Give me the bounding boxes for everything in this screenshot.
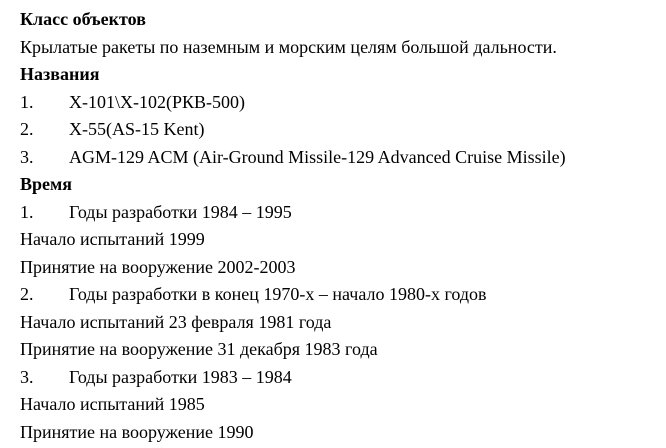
time-entry-development <box>0 281 666 309</box>
heading-object-class: Класс объектов <box>20 9 146 29</box>
list-item-number: 2. <box>20 119 34 139</box>
adoption-date: Принятие на вооружение 1990 <box>20 421 254 442</box>
list-item-number: 3. <box>20 366 34 387</box>
list-item-text: Х-55(AS-15 Kent) <box>69 119 205 139</box>
development-years: Годы разработки в конец 1970-х – начало 1980-х годов <box>69 284 487 304</box>
heading-time: Время <box>20 174 73 194</box>
time-entry-development <box>0 364 666 392</box>
list-item <box>0 116 666 144</box>
testing-start: Начало испытаний 1985 <box>20 394 205 414</box>
list-item-number: 1. <box>20 201 34 222</box>
object-class-text: Крылатые ракеты по наземным и морским целям большой дальности. <box>20 36 557 57</box>
testing-start: Начало испытаний 1999 <box>20 229 205 249</box>
list-item-number: 3. <box>20 146 34 167</box>
list-item <box>0 144 666 172</box>
list-item-number: 1. <box>20 91 34 112</box>
development-years: Годы разработки 1984 – 1995 <box>69 201 292 222</box>
time-entry-development <box>0 199 666 227</box>
list-item-number: 2. <box>20 284 34 304</box>
list-item-text: AGM-129 ACM (Air-Ground Missile-129 Advanced Cruise Missile) <box>69 146 566 167</box>
testing-start: Начало испытаний 23 февраля 1981 года <box>20 311 332 332</box>
development-years: Годы разработки 1983 – 1984 <box>69 366 292 387</box>
adoption-date: Принятие на вооружение 31 декабря 1983 года <box>20 339 378 359</box>
heading-names: Названия <box>20 64 100 84</box>
adoption-date: Принятие на вооружение 2002-2003 <box>20 256 296 277</box>
list-item <box>0 89 666 117</box>
document-body <box>0 6 666 446</box>
list-item-text: Х-101\Х-102(РКВ-500) <box>69 91 245 112</box>
